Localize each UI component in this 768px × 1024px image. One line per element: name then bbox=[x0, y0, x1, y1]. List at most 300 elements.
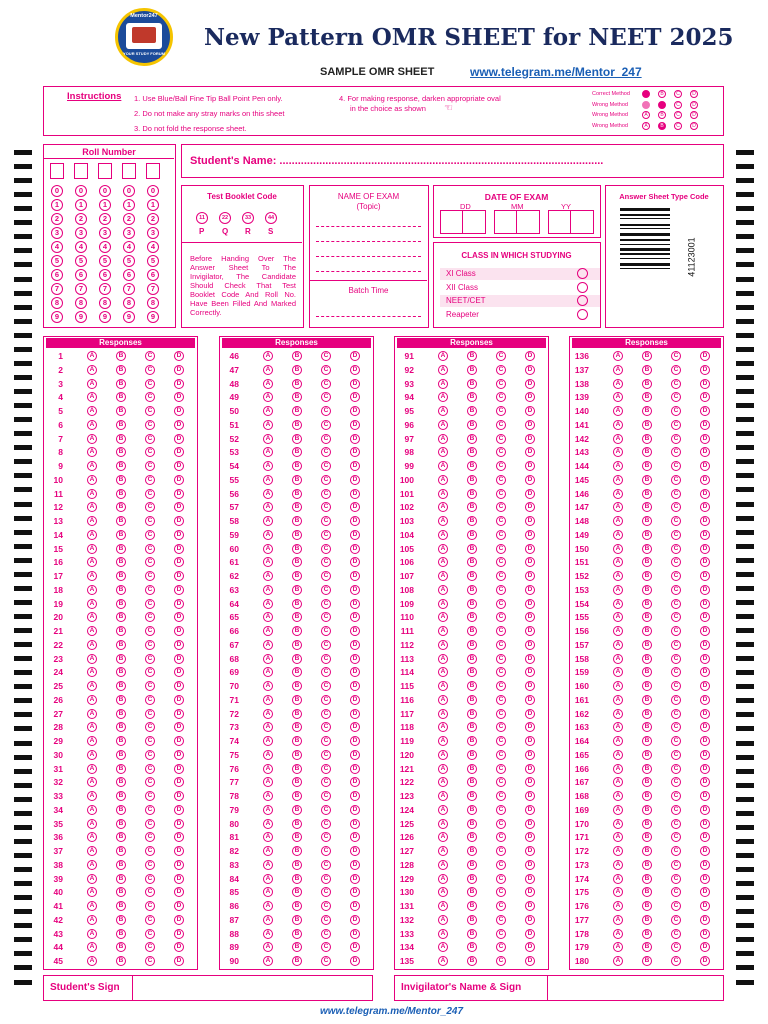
answer-bubble[interactable]: C bbox=[321, 791, 331, 801]
answer-bubble[interactable]: C bbox=[145, 406, 155, 416]
answer-bubble[interactable]: A bbox=[438, 461, 448, 471]
answer-bubble[interactable]: B bbox=[292, 722, 302, 732]
roll-digit-bubble[interactable]: 0 bbox=[99, 185, 111, 197]
booklet-code-bubble[interactable]: 11 bbox=[196, 212, 208, 224]
answer-bubble[interactable]: A bbox=[438, 750, 448, 760]
answer-bubble[interactable]: A bbox=[613, 681, 623, 691]
answer-bubble[interactable]: D bbox=[525, 956, 535, 966]
answer-bubble[interactable]: A bbox=[438, 722, 448, 732]
answer-bubble[interactable]: B bbox=[116, 434, 126, 444]
answer-bubble[interactable]: D bbox=[700, 722, 710, 732]
answer-bubble[interactable]: A bbox=[87, 475, 97, 485]
answer-bubble[interactable]: C bbox=[671, 695, 681, 705]
answer-bubble[interactable]: B bbox=[642, 805, 652, 815]
answer-bubble[interactable]: D bbox=[350, 447, 360, 457]
answer-bubble[interactable]: A bbox=[438, 736, 448, 746]
answer-bubble[interactable]: A bbox=[87, 709, 97, 719]
answer-bubble[interactable]: B bbox=[116, 392, 126, 402]
answer-bubble[interactable]: D bbox=[525, 406, 535, 416]
answer-bubble[interactable]: C bbox=[496, 489, 506, 499]
answer-bubble[interactable]: A bbox=[263, 764, 273, 774]
answer-bubble[interactable]: A bbox=[438, 365, 448, 375]
answer-bubble[interactable]: A bbox=[613, 461, 623, 471]
answer-bubble[interactable]: B bbox=[467, 819, 477, 829]
answer-bubble[interactable]: C bbox=[671, 777, 681, 787]
answer-bubble[interactable]: D bbox=[350, 750, 360, 760]
answer-bubble[interactable]: D bbox=[525, 599, 535, 609]
answer-bubble[interactable]: B bbox=[116, 351, 126, 361]
answer-bubble[interactable]: A bbox=[613, 722, 623, 732]
answer-bubble[interactable]: B bbox=[642, 434, 652, 444]
answer-bubble[interactable]: B bbox=[642, 392, 652, 402]
answer-bubble[interactable]: B bbox=[467, 887, 477, 897]
roll-digit-bubble[interactable]: 8 bbox=[75, 297, 87, 309]
answer-bubble[interactable]: D bbox=[700, 915, 710, 925]
answer-bubble[interactable]: C bbox=[321, 351, 331, 361]
answer-bubble[interactable]: B bbox=[467, 777, 477, 787]
answer-bubble[interactable]: D bbox=[525, 447, 535, 457]
answer-bubble[interactable]: D bbox=[174, 571, 184, 581]
answer-bubble[interactable]: C bbox=[145, 929, 155, 939]
answer-bubble[interactable]: D bbox=[700, 874, 710, 884]
answer-bubble[interactable]: D bbox=[350, 434, 360, 444]
answer-bubble[interactable]: B bbox=[292, 475, 302, 485]
answer-bubble[interactable]: D bbox=[350, 379, 360, 389]
answer-bubble[interactable]: C bbox=[671, 461, 681, 471]
answer-bubble[interactable]: A bbox=[613, 379, 623, 389]
answer-bubble[interactable]: C bbox=[145, 640, 155, 650]
answer-bubble[interactable]: B bbox=[642, 750, 652, 760]
answer-bubble[interactable]: D bbox=[525, 722, 535, 732]
answer-bubble[interactable]: C bbox=[145, 502, 155, 512]
answer-bubble[interactable]: A bbox=[438, 489, 448, 499]
answer-bubble[interactable]: D bbox=[350, 626, 360, 636]
answer-bubble[interactable]: C bbox=[145, 722, 155, 732]
answer-bubble[interactable]: C bbox=[321, 681, 331, 691]
answer-bubble[interactable]: A bbox=[87, 585, 97, 595]
answer-bubble[interactable]: D bbox=[700, 544, 710, 554]
answer-bubble[interactable]: D bbox=[525, 764, 535, 774]
answer-bubble[interactable]: D bbox=[174, 351, 184, 361]
answer-bubble[interactable]: D bbox=[174, 901, 184, 911]
answer-bubble[interactable]: B bbox=[467, 461, 477, 471]
answer-bubble[interactable]: D bbox=[700, 379, 710, 389]
answer-bubble[interactable]: C bbox=[145, 860, 155, 870]
answer-bubble[interactable]: D bbox=[174, 887, 184, 897]
answer-bubble[interactable]: C bbox=[671, 956, 681, 966]
answer-bubble[interactable]: B bbox=[116, 406, 126, 416]
answer-bubble[interactable]: C bbox=[496, 942, 506, 952]
answer-bubble[interactable]: C bbox=[496, 516, 506, 526]
answer-bubble[interactable]: A bbox=[613, 819, 623, 829]
answer-bubble[interactable]: A bbox=[87, 777, 97, 787]
answer-bubble[interactable]: C bbox=[496, 654, 506, 664]
answer-bubble[interactable]: B bbox=[642, 791, 652, 801]
answer-bubble[interactable]: A bbox=[438, 392, 448, 402]
answer-bubble[interactable]: C bbox=[145, 626, 155, 636]
roll-digit-box[interactable] bbox=[50, 163, 64, 179]
answer-bubble[interactable]: C bbox=[145, 599, 155, 609]
answer-bubble[interactable]: B bbox=[116, 475, 126, 485]
answer-bubble[interactable]: C bbox=[145, 557, 155, 567]
answer-bubble[interactable]: A bbox=[438, 516, 448, 526]
roll-digit-bubble[interactable]: 7 bbox=[147, 283, 159, 295]
answer-bubble[interactable]: A bbox=[87, 544, 97, 554]
answer-bubble[interactable]: C bbox=[321, 709, 331, 719]
answer-bubble[interactable]: D bbox=[700, 860, 710, 870]
booklet-code-bubble[interactable]: 33 bbox=[242, 212, 254, 224]
answer-bubble[interactable]: A bbox=[613, 832, 623, 842]
answer-bubble[interactable]: C bbox=[496, 874, 506, 884]
answer-bubble[interactable]: C bbox=[321, 626, 331, 636]
answer-bubble[interactable]: B bbox=[467, 832, 477, 842]
answer-bubble[interactable]: A bbox=[438, 585, 448, 595]
answer-bubble[interactable]: A bbox=[263, 681, 273, 691]
class-option-bubble[interactable] bbox=[577, 295, 588, 306]
answer-bubble[interactable]: C bbox=[496, 447, 506, 457]
answer-bubble[interactable]: A bbox=[438, 571, 448, 581]
answer-bubble[interactable]: C bbox=[671, 805, 681, 815]
answer-bubble[interactable]: C bbox=[145, 764, 155, 774]
answer-bubble[interactable]: C bbox=[321, 832, 331, 842]
answer-bubble[interactable]: A bbox=[613, 571, 623, 581]
answer-bubble[interactable]: B bbox=[292, 695, 302, 705]
answer-bubble[interactable]: C bbox=[321, 379, 331, 389]
answer-bubble[interactable]: C bbox=[145, 736, 155, 746]
answer-bubble[interactable]: B bbox=[467, 612, 477, 622]
answer-bubble[interactable]: B bbox=[467, 571, 477, 581]
answer-bubble[interactable]: C bbox=[145, 942, 155, 952]
answer-bubble[interactable]: A bbox=[438, 791, 448, 801]
answer-bubble[interactable]: B bbox=[467, 502, 477, 512]
answer-bubble[interactable]: B bbox=[292, 915, 302, 925]
booklet-code-bubble[interactable]: 44 bbox=[265, 212, 277, 224]
answer-bubble[interactable]: B bbox=[116, 681, 126, 691]
answer-bubble[interactable]: A bbox=[263, 420, 273, 430]
roll-digit-bubble[interactable]: 1 bbox=[51, 199, 63, 211]
answer-bubble[interactable]: B bbox=[467, 599, 477, 609]
answer-bubble[interactable]: A bbox=[438, 874, 448, 884]
answer-bubble[interactable]: D bbox=[174, 379, 184, 389]
answer-bubble[interactable]: C bbox=[145, 805, 155, 815]
answer-bubble[interactable]: B bbox=[642, 640, 652, 650]
answer-bubble[interactable]: A bbox=[438, 654, 448, 664]
answer-bubble[interactable]: B bbox=[467, 392, 477, 402]
roll-digit-bubble[interactable]: 6 bbox=[123, 269, 135, 281]
answer-bubble[interactable]: D bbox=[174, 654, 184, 664]
answer-bubble[interactable]: C bbox=[671, 929, 681, 939]
booklet-code-bubble[interactable]: 22 bbox=[219, 212, 231, 224]
answer-bubble[interactable]: A bbox=[263, 929, 273, 939]
answer-bubble[interactable]: D bbox=[350, 599, 360, 609]
answer-bubble[interactable]: A bbox=[263, 942, 273, 952]
roll-digit-bubble[interactable]: 4 bbox=[75, 241, 87, 253]
answer-bubble[interactable]: B bbox=[292, 489, 302, 499]
answer-bubble[interactable]: D bbox=[350, 942, 360, 952]
answer-bubble[interactable]: C bbox=[496, 530, 506, 540]
answer-bubble[interactable]: D bbox=[174, 929, 184, 939]
answer-bubble[interactable]: B bbox=[292, 805, 302, 815]
answer-bubble[interactable]: B bbox=[467, 379, 477, 389]
answer-bubble[interactable]: A bbox=[438, 681, 448, 691]
answer-bubble[interactable]: A bbox=[613, 709, 623, 719]
roll-digit-box[interactable] bbox=[122, 163, 136, 179]
answer-bubble[interactable]: C bbox=[145, 420, 155, 430]
answer-bubble[interactable]: D bbox=[174, 475, 184, 485]
answer-bubble[interactable]: A bbox=[263, 901, 273, 911]
answer-bubble[interactable]: B bbox=[467, 434, 477, 444]
answer-bubble[interactable]: B bbox=[642, 709, 652, 719]
answer-bubble[interactable]: D bbox=[174, 461, 184, 471]
answer-bubble[interactable]: D bbox=[525, 709, 535, 719]
answer-bubble[interactable]: C bbox=[145, 874, 155, 884]
answer-bubble[interactable]: D bbox=[700, 887, 710, 897]
answer-bubble[interactable]: D bbox=[525, 901, 535, 911]
answer-bubble[interactable]: D bbox=[525, 695, 535, 705]
answer-bubble[interactable]: C bbox=[145, 832, 155, 842]
telegram-link[interactable]: www.telegram.me/Mentor_247 bbox=[470, 65, 642, 79]
answer-bubble[interactable]: D bbox=[525, 736, 535, 746]
answer-bubble[interactable]: D bbox=[700, 777, 710, 787]
answer-bubble[interactable]: D bbox=[525, 516, 535, 526]
answer-bubble[interactable]: D bbox=[174, 447, 184, 457]
answer-bubble[interactable]: C bbox=[321, 819, 331, 829]
answer-bubble[interactable]: B bbox=[116, 942, 126, 952]
answer-bubble[interactable]: C bbox=[321, 502, 331, 512]
answer-bubble[interactable]: C bbox=[321, 365, 331, 375]
answer-bubble[interactable]: C bbox=[321, 530, 331, 540]
roll-digit-bubble[interactable]: 2 bbox=[75, 213, 87, 225]
answer-bubble[interactable]: A bbox=[613, 901, 623, 911]
answer-bubble[interactable]: A bbox=[87, 860, 97, 870]
roll-digit-bubble[interactable]: 9 bbox=[75, 311, 87, 323]
answer-bubble[interactable]: D bbox=[700, 392, 710, 402]
answer-bubble[interactable]: A bbox=[613, 640, 623, 650]
answer-bubble[interactable]: A bbox=[613, 544, 623, 554]
answer-bubble[interactable]: D bbox=[174, 736, 184, 746]
answer-bubble[interactable]: A bbox=[613, 887, 623, 897]
answer-bubble[interactable]: C bbox=[321, 860, 331, 870]
answer-bubble[interactable]: B bbox=[292, 750, 302, 760]
answer-bubble[interactable]: A bbox=[87, 750, 97, 760]
answer-bubble[interactable]: D bbox=[174, 516, 184, 526]
answer-bubble[interactable]: D bbox=[174, 406, 184, 416]
answer-bubble[interactable]: C bbox=[671, 420, 681, 430]
answer-bubble[interactable]: B bbox=[292, 516, 302, 526]
answer-bubble[interactable]: D bbox=[174, 502, 184, 512]
answer-bubble[interactable]: D bbox=[700, 709, 710, 719]
answer-bubble[interactable]: A bbox=[613, 530, 623, 540]
answer-bubble[interactable]: A bbox=[87, 351, 97, 361]
answer-bubble[interactable]: D bbox=[350, 475, 360, 485]
answer-bubble[interactable]: D bbox=[350, 791, 360, 801]
answer-bubble[interactable]: D bbox=[174, 557, 184, 567]
answer-bubble[interactable]: B bbox=[116, 654, 126, 664]
answer-bubble[interactable]: D bbox=[700, 626, 710, 636]
answer-bubble[interactable]: B bbox=[116, 571, 126, 581]
answer-bubble[interactable]: A bbox=[87, 434, 97, 444]
answer-bubble[interactable]: C bbox=[496, 557, 506, 567]
answer-bubble[interactable]: A bbox=[263, 874, 273, 884]
answer-bubble[interactable]: B bbox=[642, 557, 652, 567]
answer-bubble[interactable]: D bbox=[700, 365, 710, 375]
answer-bubble[interactable]: A bbox=[87, 791, 97, 801]
answer-bubble[interactable]: A bbox=[87, 420, 97, 430]
answer-bubble[interactable]: C bbox=[671, 722, 681, 732]
answer-bubble[interactable]: A bbox=[438, 530, 448, 540]
answer-bubble[interactable]: C bbox=[145, 434, 155, 444]
answer-bubble[interactable]: C bbox=[671, 516, 681, 526]
answer-bubble[interactable]: C bbox=[671, 392, 681, 402]
answer-bubble[interactable]: C bbox=[671, 846, 681, 856]
answer-bubble[interactable]: D bbox=[350, 901, 360, 911]
answer-bubble[interactable]: A bbox=[613, 516, 623, 526]
answer-bubble[interactable]: B bbox=[642, 351, 652, 361]
answer-bubble[interactable]: A bbox=[438, 447, 448, 457]
answer-bubble[interactable]: B bbox=[642, 626, 652, 636]
answer-bubble[interactable]: B bbox=[467, 544, 477, 554]
answer-bubble[interactable]: C bbox=[321, 750, 331, 760]
roll-digit-bubble[interactable]: 5 bbox=[99, 255, 111, 267]
answer-bubble[interactable]: D bbox=[174, 791, 184, 801]
answer-bubble[interactable]: D bbox=[525, 860, 535, 870]
footer-link[interactable]: www.telegram.me/Mentor_247 bbox=[320, 1006, 464, 1017]
roll-digit-bubble[interactable]: 5 bbox=[147, 255, 159, 267]
answer-bubble[interactable]: C bbox=[496, 956, 506, 966]
answer-bubble[interactable]: C bbox=[321, 489, 331, 499]
answer-bubble[interactable]: A bbox=[263, 750, 273, 760]
answer-bubble[interactable]: D bbox=[700, 764, 710, 774]
answer-bubble[interactable]: B bbox=[467, 942, 477, 952]
answer-bubble[interactable]: B bbox=[116, 887, 126, 897]
answer-bubble[interactable]: C bbox=[496, 379, 506, 389]
class-option-bubble[interactable] bbox=[577, 268, 588, 279]
answer-bubble[interactable]: B bbox=[642, 447, 652, 457]
answer-bubble[interactable]: A bbox=[438, 819, 448, 829]
answer-bubble[interactable]: D bbox=[525, 626, 535, 636]
answer-bubble[interactable]: D bbox=[525, 502, 535, 512]
answer-bubble[interactable]: D bbox=[350, 722, 360, 732]
answer-bubble[interactable]: C bbox=[145, 516, 155, 526]
answer-bubble[interactable]: D bbox=[700, 681, 710, 691]
answer-bubble[interactable]: C bbox=[321, 777, 331, 787]
answer-bubble[interactable]: D bbox=[174, 722, 184, 732]
answer-bubble[interactable]: A bbox=[263, 887, 273, 897]
answer-bubble[interactable]: B bbox=[292, 654, 302, 664]
answer-bubble[interactable]: A bbox=[438, 406, 448, 416]
answer-bubble[interactable]: D bbox=[525, 667, 535, 677]
answer-bubble[interactable]: B bbox=[642, 819, 652, 829]
roll-digit-bubble[interactable]: 6 bbox=[147, 269, 159, 281]
answer-bubble[interactable]: B bbox=[642, 832, 652, 842]
answer-bubble[interactable]: A bbox=[438, 544, 448, 554]
answer-bubble[interactable]: A bbox=[438, 557, 448, 567]
answer-bubble[interactable]: C bbox=[671, 681, 681, 691]
answer-bubble[interactable]: C bbox=[321, 475, 331, 485]
answer-bubble[interactable]: A bbox=[87, 929, 97, 939]
answer-bubble[interactable]: C bbox=[321, 516, 331, 526]
answer-bubble[interactable]: B bbox=[292, 544, 302, 554]
answer-bubble[interactable]: D bbox=[174, 612, 184, 622]
answer-bubble[interactable]: A bbox=[87, 489, 97, 499]
answer-bubble[interactable]: D bbox=[174, 846, 184, 856]
answer-bubble[interactable]: B bbox=[467, 420, 477, 430]
answer-bubble[interactable]: A bbox=[613, 736, 623, 746]
answer-bubble[interactable]: A bbox=[438, 805, 448, 815]
answer-bubble[interactable]: D bbox=[525, 791, 535, 801]
answer-bubble[interactable]: C bbox=[496, 791, 506, 801]
answer-bubble[interactable]: D bbox=[700, 929, 710, 939]
answer-bubble[interactable]: C bbox=[321, 736, 331, 746]
answer-bubble[interactable]: C bbox=[321, 447, 331, 457]
answer-bubble[interactable]: D bbox=[700, 434, 710, 444]
answer-bubble[interactable]: B bbox=[467, 626, 477, 636]
answer-bubble[interactable]: A bbox=[613, 626, 623, 636]
roll-digit-bubble[interactable]: 4 bbox=[51, 241, 63, 253]
answer-bubble[interactable]: A bbox=[263, 461, 273, 471]
roll-digit-bubble[interactable]: 0 bbox=[123, 185, 135, 197]
answer-bubble[interactable]: A bbox=[438, 626, 448, 636]
answer-bubble[interactable]: D bbox=[525, 942, 535, 952]
answer-bubble[interactable]: B bbox=[292, 860, 302, 870]
answer-bubble[interactable]: B bbox=[467, 475, 477, 485]
answer-bubble[interactable]: B bbox=[467, 447, 477, 457]
answer-bubble[interactable]: B bbox=[642, 365, 652, 375]
answer-bubble[interactable]: B bbox=[642, 612, 652, 622]
roll-digit-bubble[interactable]: 7 bbox=[99, 283, 111, 295]
answer-bubble[interactable]: D bbox=[525, 640, 535, 650]
answer-bubble[interactable]: D bbox=[350, 777, 360, 787]
answer-bubble[interactable]: D bbox=[525, 929, 535, 939]
answer-bubble[interactable]: A bbox=[263, 544, 273, 554]
answer-bubble[interactable]: C bbox=[321, 722, 331, 732]
roll-digit-bubble[interactable]: 5 bbox=[51, 255, 63, 267]
answer-bubble[interactable]: A bbox=[87, 392, 97, 402]
answer-bubble[interactable]: A bbox=[613, 846, 623, 856]
answer-bubble[interactable]: A bbox=[263, 819, 273, 829]
answer-bubble[interactable]: A bbox=[438, 942, 448, 952]
answer-bubble[interactable]: C bbox=[671, 874, 681, 884]
answer-bubble[interactable]: D bbox=[350, 557, 360, 567]
answer-bubble[interactable]: C bbox=[671, 832, 681, 842]
answer-bubble[interactable]: C bbox=[145, 475, 155, 485]
answer-bubble[interactable]: C bbox=[496, 612, 506, 622]
answer-bubble[interactable]: A bbox=[87, 956, 97, 966]
answer-bubble[interactable]: C bbox=[496, 626, 506, 636]
answer-bubble[interactable]: B bbox=[467, 860, 477, 870]
answer-bubble[interactable]: A bbox=[87, 764, 97, 774]
roll-digit-bubble[interactable]: 6 bbox=[51, 269, 63, 281]
answer-bubble[interactable]: A bbox=[613, 805, 623, 815]
answer-bubble[interactable]: C bbox=[496, 475, 506, 485]
answer-bubble[interactable]: D bbox=[525, 351, 535, 361]
answer-bubble[interactable]: C bbox=[496, 709, 506, 719]
answer-bubble[interactable]: D bbox=[174, 832, 184, 842]
answer-bubble[interactable]: B bbox=[642, 929, 652, 939]
answer-bubble[interactable]: B bbox=[642, 901, 652, 911]
answer-bubble[interactable]: C bbox=[321, 887, 331, 897]
mm-boxes[interactable] bbox=[494, 210, 540, 234]
answer-bubble[interactable]: D bbox=[700, 956, 710, 966]
answer-bubble[interactable]: D bbox=[350, 860, 360, 870]
answer-bubble[interactable]: B bbox=[467, 709, 477, 719]
answer-bubble[interactable]: B bbox=[642, 681, 652, 691]
answer-bubble[interactable]: D bbox=[525, 420, 535, 430]
answer-bubble[interactable]: A bbox=[613, 764, 623, 774]
answer-bubble[interactable]: B bbox=[292, 956, 302, 966]
roll-digit-bubble[interactable]: 9 bbox=[123, 311, 135, 323]
answer-bubble[interactable]: B bbox=[116, 709, 126, 719]
